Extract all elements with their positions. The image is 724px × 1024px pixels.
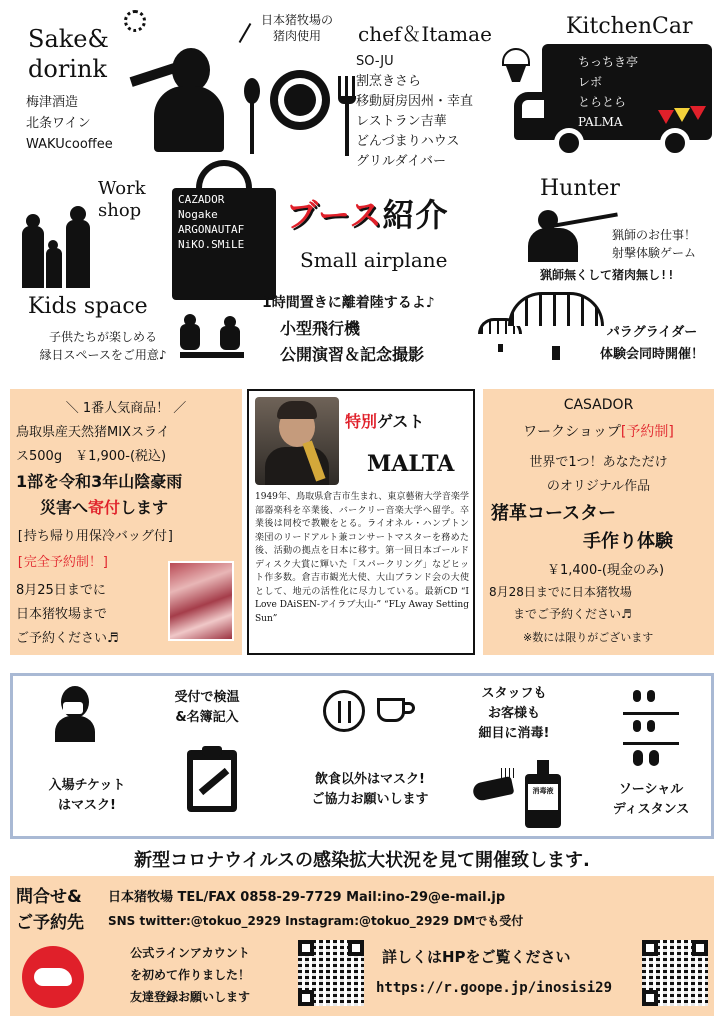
booth-heading — [286, 190, 448, 236]
guest-badge-b: ゲスト — [377, 412, 425, 431]
event-notice: 新型コロナウイルスの感染拡大状況を見て開催致します. — [134, 850, 590, 871]
line-account-line: を初めて作りました！ — [129, 968, 250, 982]
guest-badge-a: 特別 — [345, 412, 378, 431]
kids-line: 子供たちが楽しめる — [48, 330, 157, 344]
eat-mask-text: 飲食以外はマスク! ご協力お願いします — [311, 772, 429, 807]
sake-title: Sake& dorink — [28, 25, 109, 83]
boar-logo — [22, 946, 84, 1008]
sanitizer-label: 消毒液 — [532, 787, 554, 795]
hunter-line: 射撃体験ゲーム — [612, 246, 697, 260]
kids-lines — [18, 328, 188, 364]
right-line1: CASADOR — [563, 397, 634, 413]
family-silhouette — [22, 206, 92, 288]
footprints-icon — [623, 690, 679, 774]
right-line2 — [483, 421, 714, 441]
sake-list — [26, 92, 113, 155]
left-line10: ご予約ください♬ — [16, 631, 119, 646]
hunter-line: 猟師のお仕事！ — [612, 228, 697, 242]
hunter-title: Hunter — [540, 176, 620, 201]
chef-item: レストラン吉華 — [356, 114, 447, 129]
chef-item: SO-JU — [356, 54, 394, 69]
hp-url[interactable]: https://r.goope.jp/inosisi29 — [376, 980, 613, 996]
hunter-slogan: 猟師無くして猪肉無し!! — [540, 268, 675, 282]
drinking-woman-silhouette — [130, 40, 230, 152]
airplane-line: 1時間置きに離着陸するよ♪ — [262, 295, 435, 311]
right-line6: 手作り体験 — [583, 531, 673, 552]
right-line2-b: [予約制] — [620, 424, 674, 440]
workshop-item: CAZADOR — [178, 193, 225, 206]
spoon-icon — [242, 78, 262, 156]
kids-line: 縁日スペースをご用意♪ — [39, 348, 167, 362]
workshop-title: Work shop — [98, 178, 146, 221]
plate-icon — [270, 70, 330, 130]
guest-bio: 1949年、鳥取県倉吉市生まれ、東京藝術大学音楽学部器楽科を卒業後、バークリー音楽大学へ留学。卒業後は同校で教鞭をとる。ライオネル・ハンプトン楽団のリードアルト兼コンサートマスターを務めた後、活動の拠点を日本に移す。第一回日本ゴールドディスク大賞に輝いた「スパークリング」などヒット作多数。倉吉市観光大使、大山ブランド会の大使として、地元の活性化に尽力している。最新CD “I Love DAiSEN-アイラブ大山-” “FLy Away Setting Sun” — [255, 492, 469, 624]
covid-measures-box — [10, 673, 714, 839]
guest-name: MALTA — [367, 451, 455, 477]
hunter-lines — [612, 226, 696, 262]
chef-list — [356, 52, 473, 172]
sake-item: WAKUcooffee — [26, 137, 113, 152]
left-line1: ＼ 1番人気商品！ ／ — [65, 401, 187, 416]
hand-spray-icon — [469, 768, 519, 806]
contact-line: 日本猪牧場 TEL/FAX 0858-29-7729 Mail:ino-29@e-mail.jp — [108, 890, 506, 905]
kitchencar-item: ちっちき亭 — [578, 55, 639, 69]
pork-note: 日本猪牧場の 猪肉使用 — [260, 13, 333, 43]
left-line5-b: 寄付 — [88, 498, 121, 517]
line-account-lines — [102, 942, 278, 1008]
contact-label — [16, 884, 84, 936]
chef-title: chef＆Itamae — [358, 22, 492, 46]
sanitizer-bottle-icon — [525, 760, 561, 828]
right-line3: 世界で1つ！あなただけ — [529, 455, 668, 470]
hp-label: 詳しくはHPをご覧ください — [382, 948, 571, 966]
left-line9: 日本猪牧場まで — [16, 607, 108, 622]
disinfect-text: スタッフも お客様も 細目に消毒! — [478, 686, 550, 741]
guest-badge — [343, 409, 426, 432]
kitchencar-item: PALMA — [578, 115, 623, 129]
picnic-silhouette — [180, 312, 244, 362]
left-line6: [持ち帰り用保冷バッグ付] — [16, 529, 175, 544]
chef-item: 割烹きさら — [356, 74, 422, 89]
kitchencar-item: とらとら — [578, 95, 627, 109]
left-line8: 8月25日までに — [16, 583, 106, 598]
right-line2-a: ワークショップ — [523, 424, 621, 440]
left-line4: 1部を令和3年山陰豪雨 — [16, 472, 183, 491]
airplane-line: 小型飛行機 — [280, 319, 361, 338]
line-account-line: 公式ラインアカウント — [130, 946, 250, 960]
left-line2: 鳥取県産天然猪MIXスライ — [16, 425, 170, 440]
contact-label-a: 問合せ& — [16, 887, 82, 907]
kitchencar-title: KitchenCar — [566, 14, 693, 39]
hunter-silhouette — [528, 202, 618, 262]
left-line5 — [40, 495, 168, 518]
right-line10: ※数には限りがございます — [523, 631, 654, 644]
small-airplane-title: Small airplane — [300, 248, 448, 272]
right-line5: 猪革コースター — [491, 503, 617, 524]
meat-photo — [168, 561, 234, 641]
line-qr-code[interactable] — [298, 940, 364, 1006]
left-line3: ス500g ￥1,900-(税込) — [16, 449, 167, 464]
entry-mask-text: 入場チケット はマスク! — [48, 778, 126, 813]
line-account-line: 友達登録お願いします — [129, 990, 250, 1004]
left-product-box — [10, 389, 242, 655]
workshop-item: Nogake — [178, 208, 218, 221]
sake-item: 梅津酒造 — [26, 95, 79, 110]
guest-photo — [255, 397, 339, 485]
booth-heading-a: ブース — [286, 196, 383, 234]
masked-person-icon — [51, 686, 101, 742]
right-line8: 8月28日までに日本猪牧場 — [489, 585, 632, 599]
right-line4: のオリジナル作品 — [546, 479, 651, 494]
kids-title: Kids space — [28, 294, 148, 319]
temp-check-text: 受付で検温 &名簿記入 — [174, 690, 240, 725]
fork-knife-icon — [323, 690, 365, 732]
chef-item: 移動厨房因州・幸直 — [356, 94, 474, 109]
special-guest-box — [247, 389, 475, 655]
paraglider-lines — [590, 322, 714, 366]
chef-item: どんづまりハウス — [356, 134, 460, 149]
paraglider-line: 体験会同時開催！ — [599, 347, 704, 362]
fork-icon — [338, 76, 356, 158]
hp-qr-code[interactable] — [642, 940, 708, 1006]
kitchencar-list — [578, 52, 638, 132]
booth-heading-b: 紹介 — [382, 196, 449, 234]
clipboard-icon — [187, 746, 237, 812]
left-line7: [完全予約制！] — [16, 555, 110, 570]
left-line5-c: します — [120, 498, 169, 517]
right-workshop-box — [483, 389, 714, 655]
workshop-bag-list — [178, 192, 244, 252]
workshop-item: NiKO.SMiLE — [178, 238, 245, 251]
contact-label-b: ご予約先 — [16, 913, 84, 933]
distance-text: ソーシャル ディスタンス — [612, 782, 690, 817]
paraglider-line: パラグライダー — [606, 325, 698, 340]
right-line7: ￥1,400-(現金のみ) — [547, 563, 665, 578]
airplane-line: 公開演習＆記念撮影 — [280, 345, 425, 364]
workshop-item: ARGONAUTAF — [178, 223, 245, 236]
chef-item: グリルダイバー — [356, 154, 446, 169]
cup-icon — [377, 698, 417, 724]
sns-line: SNS twitter:@tokuo_2929 Instagram:@tokuo_2929 DMでも受付 — [108, 914, 524, 928]
left-line5-a: 災害へ — [40, 498, 89, 517]
right-line9: までご予約ください♬ — [513, 607, 632, 621]
footer-box — [10, 876, 714, 1016]
airplane-lines — [262, 290, 435, 368]
kitchencar-item: レボ — [578, 75, 603, 89]
sun-icon — [124, 10, 146, 32]
sake-item: 北条ワイン — [26, 116, 91, 131]
